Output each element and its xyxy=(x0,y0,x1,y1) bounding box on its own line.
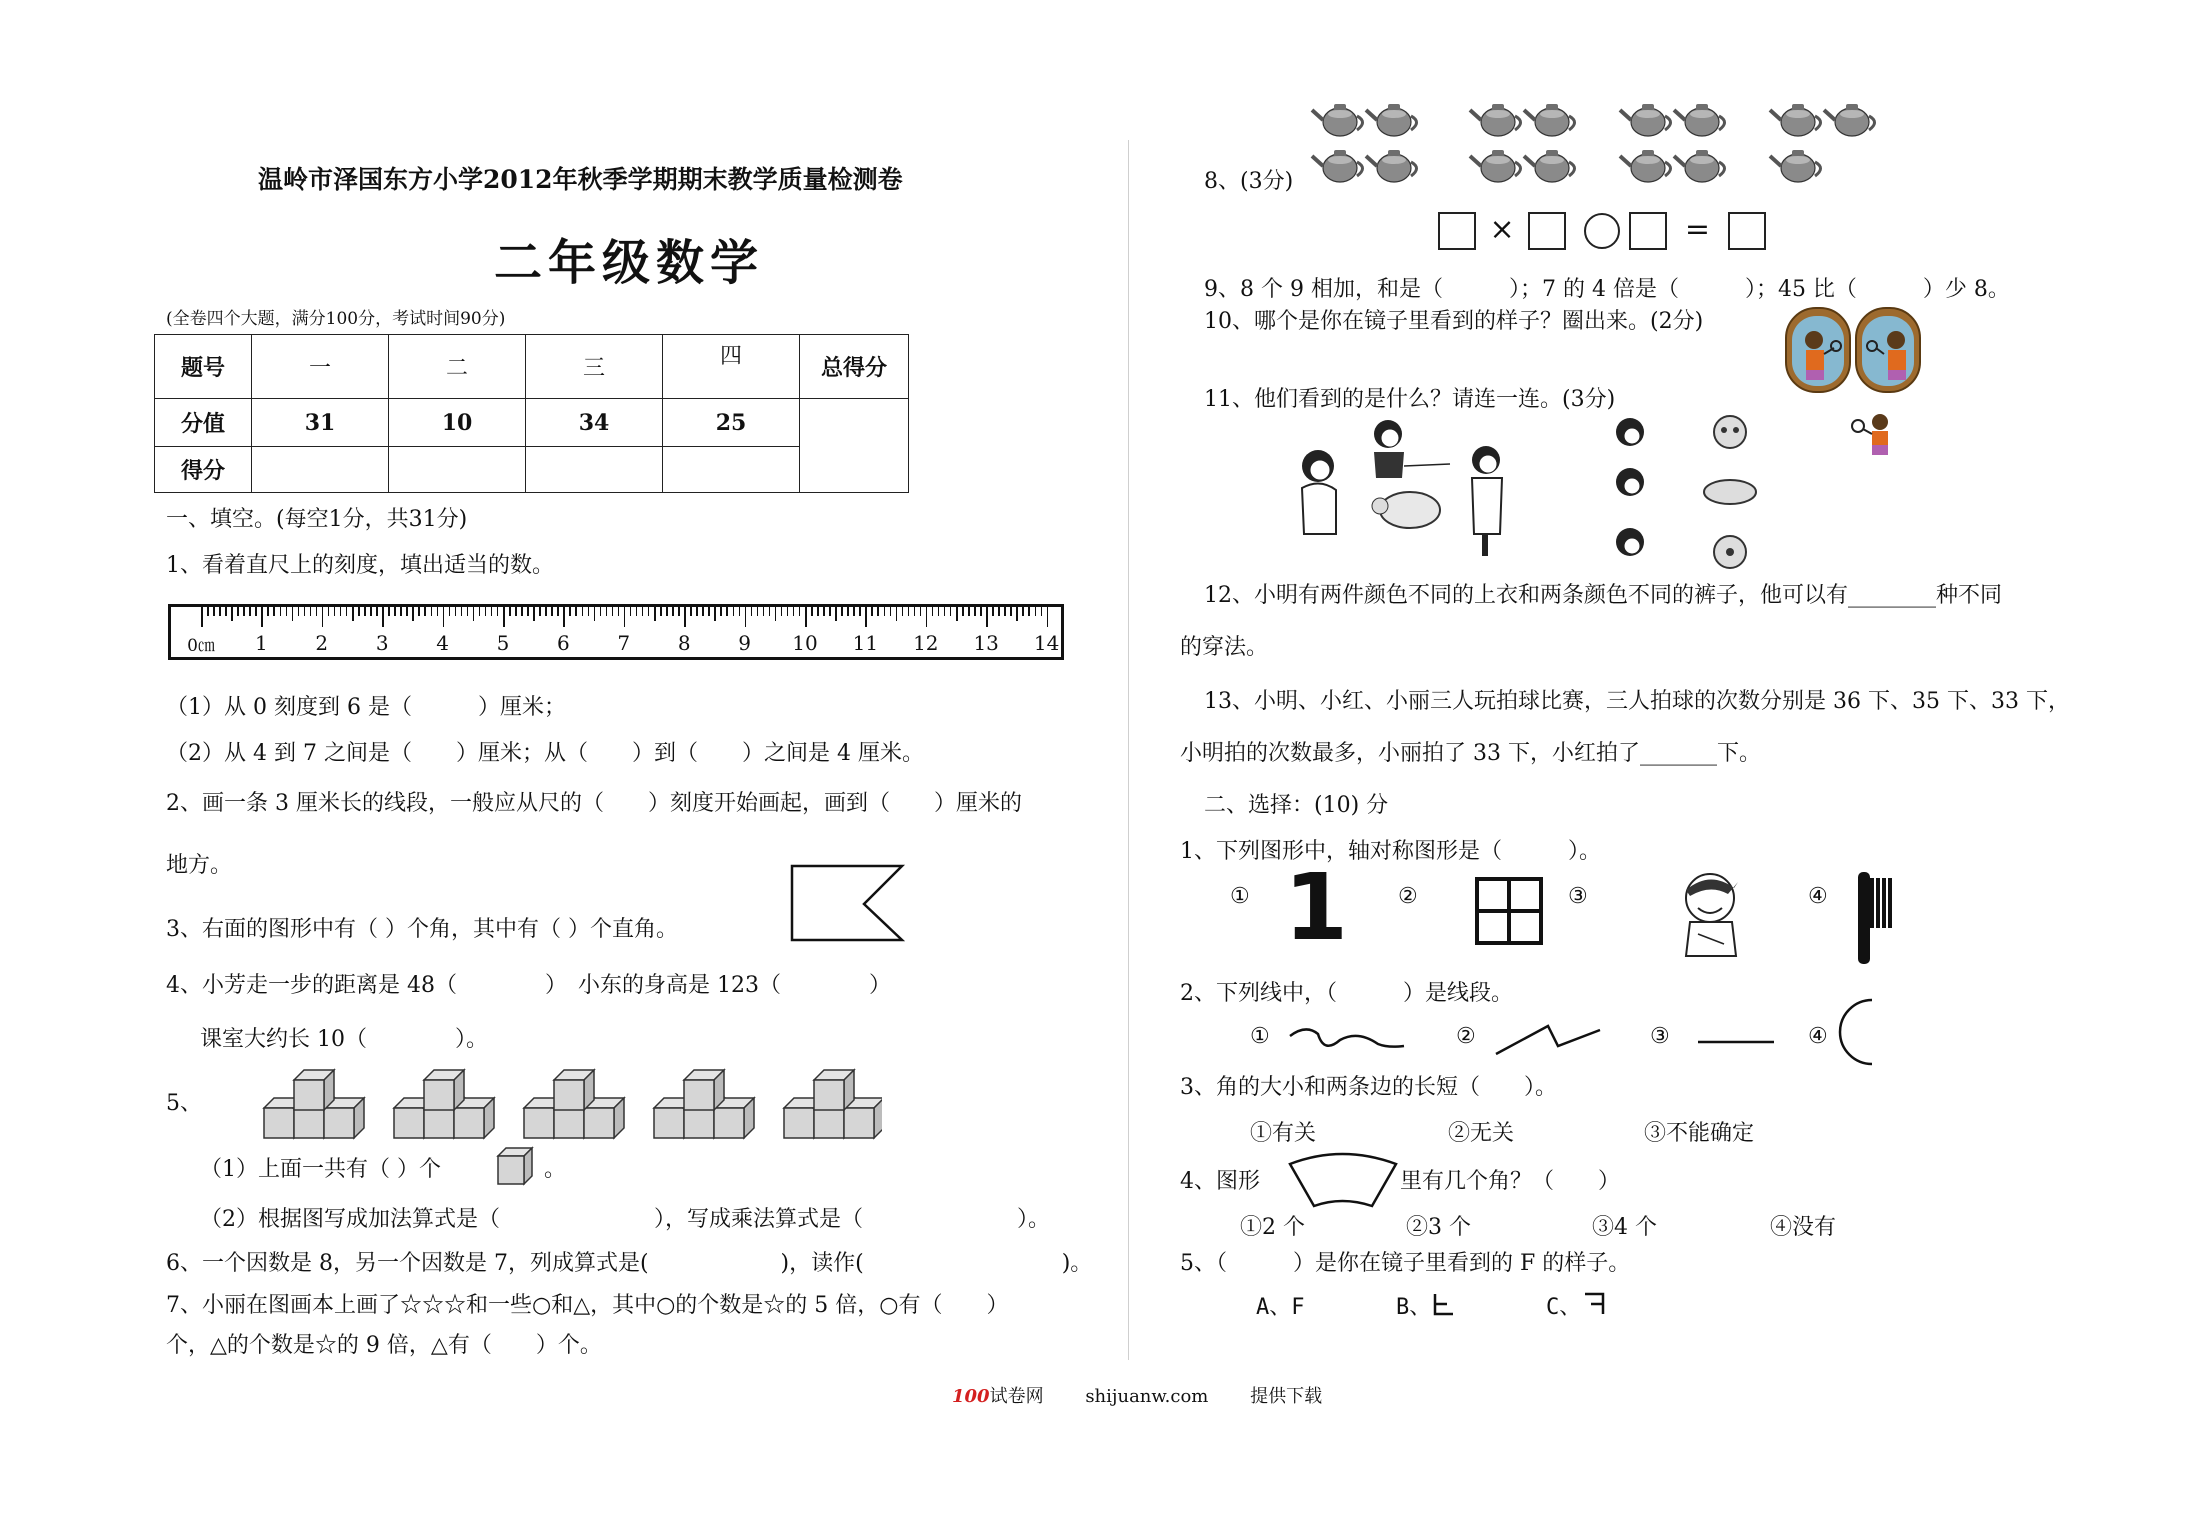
ruler-tick xyxy=(896,607,898,621)
pig-figure xyxy=(1372,492,1440,528)
blank-box[interactable] xyxy=(1728,212,1766,250)
choice-2-option-1[interactable]: ① xyxy=(1250,1024,1270,1049)
ruler-tick xyxy=(708,607,710,616)
ruler-tick xyxy=(642,607,644,616)
ruler-tick xyxy=(503,607,505,627)
ruler-tick xyxy=(292,607,294,621)
ruler-tick xyxy=(340,607,342,616)
ruler-tick xyxy=(1028,607,1030,616)
cube-stack xyxy=(654,1070,754,1138)
ruler-tick xyxy=(745,607,747,627)
ruler-tick xyxy=(575,607,577,616)
ruler-tick xyxy=(424,607,426,616)
ruler-tick xyxy=(582,607,584,616)
child-figure xyxy=(1374,420,1450,478)
ruler-tick xyxy=(787,607,789,616)
ruler-tick xyxy=(624,607,626,627)
question-4a: 4、小芳走一步的距离是 48（ ） 小东的身高是 123（ ） xyxy=(166,973,891,998)
ruler-tick xyxy=(841,607,843,616)
ruler-tick xyxy=(304,607,306,616)
f-flipped-vertical-icon xyxy=(1431,1292,1457,1318)
question-11: 11、他们看到的是什么？请连一连。(3分) xyxy=(1204,387,1616,412)
wavy-line-figure xyxy=(1288,1018,1408,1058)
ruler-tick xyxy=(1047,607,1049,627)
ruler-zero-label: 0㎝ xyxy=(187,636,215,656)
section-2-heading: 二、选择：(10) 分 xyxy=(1204,793,1389,818)
choice-2-option-2[interactable]: ② xyxy=(1456,1024,1476,1049)
ruler-tick xyxy=(853,607,855,616)
ruler-tick xyxy=(823,607,825,616)
ruler-tick xyxy=(811,607,813,616)
ruler-tick xyxy=(286,607,288,616)
ruler-tick xyxy=(962,607,964,616)
ruler-tick xyxy=(539,607,541,616)
ruler-number: 12 xyxy=(913,631,939,655)
footer xyxy=(952,1382,1322,1408)
zigzag-line-figure xyxy=(1494,1018,1604,1058)
ruler-tick xyxy=(467,607,469,616)
score-table-col-4: 四 xyxy=(663,335,800,399)
score-table-score-label: 得分 xyxy=(155,447,252,493)
ruler-tick xyxy=(213,607,215,616)
ruler-tick xyxy=(443,607,445,627)
subject-title: 二年级数学 xyxy=(494,235,765,291)
score-table-value-3: 34 xyxy=(526,399,663,447)
ruler-tick xyxy=(944,607,946,616)
ruler-tick xyxy=(726,607,728,616)
ruler-tick xyxy=(914,607,916,616)
ruler-tick xyxy=(781,607,783,616)
ruler-tick xyxy=(877,607,879,616)
ruler-tick xyxy=(884,607,886,616)
ruler-tick xyxy=(418,607,420,616)
ruler-number: 14 xyxy=(1033,631,1060,655)
ruler-tick xyxy=(370,607,372,616)
score-table-col-3: 三 xyxy=(526,335,663,399)
teapot-icon xyxy=(1524,150,1575,182)
ruler-tick xyxy=(563,607,565,627)
exam-note: (全卷四个大题，满分100分，考试时间90分) xyxy=(166,309,506,329)
choice-3: 3、角的大小和两条边的长短（ ）。 xyxy=(1180,1075,1557,1100)
ruler-tick xyxy=(648,607,650,616)
ruler-tick xyxy=(733,607,735,616)
comb-figure xyxy=(1854,870,1894,966)
ruler-tick xyxy=(908,607,910,616)
question-13b: 小明拍的次数最多，小丽拍了 33 下，小红拍了_______下。 xyxy=(1180,741,1761,766)
ruler-tick xyxy=(588,607,590,616)
question-1b: （2）从 4 到 7 之间是（ ）厘米；从（ ）到（ ）之间是 4 厘米。 xyxy=(166,741,924,766)
ruler-tick xyxy=(775,607,777,621)
ruler-tick xyxy=(527,607,529,616)
score-table-value-2: 10 xyxy=(389,399,526,447)
choice-5-option-c[interactable] xyxy=(1546,1290,1607,1321)
ruler-tick xyxy=(702,607,704,616)
fan-shape-figure xyxy=(1286,1150,1400,1212)
ruler-tick xyxy=(696,607,698,616)
teapot-icon xyxy=(1674,104,1725,136)
ruler-tick xyxy=(1004,607,1006,616)
ruler-tick xyxy=(594,607,596,621)
question-12a: 12、小明有两件颜色不同的上衣和两条颜色不同的裤子，他可以有________种不同 xyxy=(1204,583,2002,608)
teapot-icon xyxy=(1824,104,1875,136)
ruler-tick xyxy=(829,607,831,616)
ruler-tick xyxy=(298,607,300,616)
ruler-tick xyxy=(805,607,807,627)
ruler-number: 3 xyxy=(375,631,389,655)
pig-view xyxy=(1714,536,1746,568)
choice-3-option-1[interactable]: ①有关 xyxy=(1250,1121,1317,1146)
question-10: 10、哪个是你在镜子里看到的样子？圈出来。(2分) xyxy=(1204,309,1704,334)
score-table-value-label: 分值 xyxy=(155,399,252,447)
question-12b: 的穿法。 xyxy=(1180,635,1269,660)
ruler-tick xyxy=(1010,607,1012,616)
ruler-tick xyxy=(606,607,608,616)
ruler-tick xyxy=(267,607,269,616)
ruler-tick xyxy=(751,607,753,616)
ruler-tick xyxy=(243,607,245,616)
blank-box[interactable] xyxy=(1438,212,1476,250)
ruler-tick xyxy=(950,607,952,616)
teapot-groups-figure xyxy=(1310,96,1890,188)
ruler-tick xyxy=(431,607,433,616)
score-table-total-label: 总得分 xyxy=(800,335,909,399)
ruler-tick xyxy=(1022,607,1024,616)
small-cube-icon xyxy=(496,1146,536,1186)
ruler xyxy=(168,604,1064,660)
head-view xyxy=(1616,468,1644,496)
ruler-tick xyxy=(660,607,662,616)
choice-5-option-b-label: B、 xyxy=(1396,1295,1432,1320)
cube-stack xyxy=(264,1070,364,1138)
ruler-tick xyxy=(255,607,257,616)
choice-2-option-4[interactable]: ④ xyxy=(1808,1024,1828,1049)
ruler-tick xyxy=(600,607,602,616)
question-6: 6、一个因数是 8，另一个因数是 7，列成算式是( )，读作( )。 xyxy=(166,1251,1093,1276)
ruler-tick xyxy=(847,607,849,616)
question-5: 5、 xyxy=(166,1091,202,1116)
ruler-number: 7 xyxy=(617,631,631,655)
ruler-tick xyxy=(569,607,571,616)
ruler-tick xyxy=(515,607,517,616)
ruler-tick xyxy=(461,607,463,616)
ruler-tick xyxy=(1016,607,1018,621)
ruler-tick xyxy=(817,607,819,616)
choice-1-option-2[interactable]: ② xyxy=(1398,884,1418,909)
ruler-tick xyxy=(636,607,638,616)
ruler-tick xyxy=(926,607,928,627)
ruler-tick xyxy=(219,607,221,616)
footer-brand-number: 100 xyxy=(952,1386,990,1407)
section-1-heading: 一、填空。(每空1分，共31分) xyxy=(166,507,468,532)
ruler-tick xyxy=(1041,607,1043,616)
question-4b: 课室大约长 10（ ）。 xyxy=(200,1027,488,1052)
equals-sign: = xyxy=(1684,212,1711,247)
ruler-tick xyxy=(201,607,203,627)
footer-note: 提供下载 xyxy=(1250,1386,1323,1407)
ruler-number: 11 xyxy=(852,631,879,655)
ruler-tick xyxy=(231,607,233,621)
ruler-tick xyxy=(334,607,336,616)
ruler-tick xyxy=(473,607,475,621)
score-cell xyxy=(526,447,663,493)
ruler-tick xyxy=(986,607,988,627)
boy-with-magnifier-figure xyxy=(1850,410,1900,460)
score-table-col-1: 一 xyxy=(252,335,389,399)
question-7b: 个，△的个数是☆的 9 倍，△有（ ）个。 xyxy=(166,1333,602,1358)
ruler-tick xyxy=(346,607,348,616)
score-cell xyxy=(663,447,800,493)
ruler-tick xyxy=(612,607,614,616)
score-table-value-1: 31 xyxy=(252,399,389,447)
choice-2: 2、下列线中，（ ）是线段。 xyxy=(1180,981,1513,1006)
teapot-icon xyxy=(1674,150,1725,182)
ruler-number: 6 xyxy=(557,631,570,655)
ruler-tick xyxy=(328,607,330,616)
choice-1-option-1[interactable]: ① xyxy=(1230,884,1250,909)
ruler-tick xyxy=(249,607,251,616)
question-8: 8、(3分) xyxy=(1204,169,1294,194)
ruler-number: 10 xyxy=(792,631,818,655)
ruler-tick xyxy=(714,607,716,621)
window-grid-figure xyxy=(1474,876,1544,946)
score-table-total-cell xyxy=(800,399,909,493)
viewers-and-views-figure xyxy=(1290,414,1770,574)
mirror-choice-figures xyxy=(1784,302,1924,396)
question-5a: （1）上面一共有（ ）个 xyxy=(200,1157,441,1182)
ruler-tick xyxy=(865,607,867,627)
digit-one-figure: 1 xyxy=(1284,854,1349,961)
ruler-tick xyxy=(678,607,680,616)
ruler-tick xyxy=(207,607,209,616)
ruler-tick xyxy=(618,607,620,616)
mirror-option-right[interactable] xyxy=(1856,308,1920,392)
ruler-tick xyxy=(225,607,227,616)
ruler-tick xyxy=(455,607,457,616)
choice-5-option-c-label: C、 xyxy=(1546,1295,1582,1320)
choice-4-suffix: 里有几个角？（ ） xyxy=(1400,1169,1621,1194)
ruler-tick xyxy=(739,607,741,616)
ruler-tick xyxy=(1035,607,1037,616)
ruler-tick xyxy=(382,607,384,627)
choice-1-option-4[interactable]: ④ xyxy=(1808,884,1828,909)
question-1a: （1）从 0 刻度到 6 是（ ）厘米； xyxy=(166,695,566,720)
teapot-icon xyxy=(1620,104,1671,136)
question-3: 3、右面的图形中有（ ）个角，其中有（ ）个直角。 xyxy=(166,917,678,942)
ruler-tick xyxy=(509,607,511,616)
ruler-tick xyxy=(690,607,692,616)
ruler-tick xyxy=(557,607,559,616)
ruler-tick xyxy=(533,607,535,621)
ruler-tick xyxy=(799,607,801,616)
blank-box[interactable] xyxy=(1629,212,1667,250)
teapot-icon xyxy=(1524,104,1575,136)
choice-3-option-3[interactable]: ③不能确定 xyxy=(1644,1121,1755,1146)
multiplication-equation-blanks xyxy=(1438,212,1766,250)
choice-4-option-4[interactable]: ④没有 xyxy=(1770,1215,1837,1240)
ruler-number: 13 xyxy=(973,631,999,655)
ruler-tick xyxy=(654,607,656,621)
ruler-tick xyxy=(968,607,970,616)
cube-stack xyxy=(784,1070,882,1138)
ruler-number: 2 xyxy=(315,631,329,655)
ruler-tick xyxy=(273,607,275,616)
ruler-tick xyxy=(956,607,958,621)
teapot-icon xyxy=(1366,150,1417,182)
ruler-tick xyxy=(769,607,771,616)
choice-5-option-b[interactable] xyxy=(1396,1290,1457,1321)
ruler-number: 4 xyxy=(436,631,449,655)
ruler-number: 9 xyxy=(738,631,751,655)
question-9: 9、8 个 9 相加，和是（ ）；7 的 4 倍是（ ）；45 比（ ）少 8。 xyxy=(1204,277,2010,302)
straight-segment-figure xyxy=(1696,1026,1776,1046)
question-5a-end: 。 xyxy=(544,1157,567,1182)
times-sign: × xyxy=(1489,212,1515,247)
ruler-number: 1 xyxy=(255,631,268,655)
ruler-tick xyxy=(394,607,396,616)
teapot-icon xyxy=(1312,104,1363,136)
cube-stack xyxy=(524,1070,624,1138)
ruler-tick xyxy=(521,607,523,616)
cube-stack-figures xyxy=(262,1068,882,1140)
child-figure xyxy=(1472,446,1502,556)
blank-box[interactable] xyxy=(1528,212,1566,250)
teapot-icon xyxy=(1620,150,1671,182)
ruler-number: 8 xyxy=(677,631,691,655)
footer-site[interactable]: shijuanw.com xyxy=(1085,1386,1209,1407)
choice-5-option-a[interactable]: A、F xyxy=(1256,1295,1305,1320)
pirate-child-figure xyxy=(1668,864,1758,964)
ruler-tick xyxy=(352,607,354,621)
ruler-tick xyxy=(859,607,861,616)
ruler-tick xyxy=(871,607,873,616)
ruler-tick xyxy=(316,607,318,616)
blank-circle[interactable] xyxy=(1584,213,1620,249)
ruler-tick xyxy=(684,607,686,627)
head-view xyxy=(1616,418,1644,446)
teapot-icon xyxy=(1312,150,1363,182)
score-table xyxy=(154,334,909,493)
ruler-tick xyxy=(920,607,922,616)
ruler-tick xyxy=(545,607,547,616)
ruler-tick xyxy=(672,607,674,616)
choice-2-option-3[interactable]: ③ xyxy=(1650,1024,1670,1049)
ruler-tick xyxy=(485,607,487,616)
ruler-tick xyxy=(261,607,263,627)
ruler-tick xyxy=(835,607,837,621)
ruler-tick xyxy=(437,607,439,616)
school-title: 温岭市泽国东方小学2012年秋季学期期末教学质量检测卷 xyxy=(258,165,903,194)
ruler-tick xyxy=(666,607,668,616)
child-figure xyxy=(1302,450,1336,534)
cube-stack xyxy=(394,1070,494,1138)
ruler-tick xyxy=(358,607,360,616)
score-cell xyxy=(252,447,389,493)
ruler-tick xyxy=(720,607,722,616)
ruler-tick xyxy=(406,607,408,616)
ruler-tick xyxy=(412,607,414,621)
ruler-tick xyxy=(497,607,499,616)
ruler-tick xyxy=(400,607,402,616)
ruler-tick xyxy=(938,607,940,616)
ruler-tick xyxy=(630,607,632,616)
mirror-option-left[interactable] xyxy=(1786,308,1850,392)
ruler-tick xyxy=(479,607,481,616)
score-table-col-2: 二 xyxy=(389,335,526,399)
choice-4-option-3[interactable]: ③4 个 xyxy=(1592,1215,1657,1240)
flag-shape-figure xyxy=(788,862,908,944)
ruler-tick xyxy=(310,607,312,616)
choice-5: 5、（ ）是你在镜子里看到的 F 的样子。 xyxy=(1180,1251,1631,1276)
ruler-tick xyxy=(551,607,553,616)
arc-line-figure xyxy=(1838,996,1874,1068)
column-divider xyxy=(1128,140,1129,1360)
teapot-icon xyxy=(1470,104,1521,136)
score-table-value-4: 25 xyxy=(663,399,800,447)
pig-view xyxy=(1704,480,1756,504)
ruler-tick xyxy=(890,607,892,616)
ruler-tick xyxy=(974,607,976,616)
question-5b: （2）根据图写成加法算式是（ ），写成乘法算式是（ ）。 xyxy=(200,1207,1051,1232)
ruler-tick xyxy=(280,607,282,616)
teapot-icon xyxy=(1770,104,1821,136)
pig-view xyxy=(1714,416,1746,448)
choice-3-option-2[interactable]: ②无关 xyxy=(1448,1121,1515,1146)
ruler-tick xyxy=(793,607,795,616)
ruler-tick xyxy=(364,607,366,616)
ruler-tick xyxy=(757,607,759,616)
ruler-tick xyxy=(491,607,493,616)
question-13a: 13、小明、小红、小丽三人玩拍球比赛，三人拍球的次数分别是 36 下、35 下、33 下， xyxy=(1204,689,2070,714)
question-1: 1、看着直尺上的刻度，填出适当的数。 xyxy=(166,553,554,578)
choice-1: 1、下列图形中，轴对称图形是（ ）。 xyxy=(1180,839,1601,864)
head-view xyxy=(1616,528,1644,556)
question-2b: 地方。 xyxy=(166,853,233,878)
ruler-tick xyxy=(992,607,994,616)
choice-4-option-2[interactable]: ②3 个 xyxy=(1406,1215,1471,1240)
teapot-icon xyxy=(1366,104,1417,136)
ruler-number: 5 xyxy=(496,631,510,655)
ruler-tick xyxy=(998,607,1000,616)
ruler-tick xyxy=(980,607,982,616)
ruler-tick xyxy=(376,607,378,616)
choice-1-option-3[interactable]: ③ xyxy=(1568,884,1588,909)
ruler-tick xyxy=(763,607,765,616)
score-cell xyxy=(389,447,526,493)
ruler-tick xyxy=(322,607,324,627)
score-table-col-label: 题号 xyxy=(155,335,252,399)
f-mirrored-icon xyxy=(1581,1292,1607,1318)
teapot-icon xyxy=(1470,150,1521,182)
choice-4-option-1[interactable]: ①2 个 xyxy=(1240,1215,1305,1240)
footer-brand: 试卷网 xyxy=(989,1386,1044,1407)
ruler-tick xyxy=(388,607,390,616)
ruler-tick xyxy=(902,607,904,616)
choice-4-prefix: 4、图形 xyxy=(1180,1169,1260,1194)
question-7a: 7、小丽在图画本上画了☆☆☆和一些○和△，其中○的个数是☆的 5 倍，○有（ ） xyxy=(166,1293,1009,1318)
question-2a: 2、画一条 3 厘米长的线段，一般应从尺的（ ）刻度开始画起，画到（ ）厘米的 xyxy=(166,791,1022,816)
ruler-tick xyxy=(932,607,934,616)
ruler-tick xyxy=(449,607,451,616)
teapot-icon xyxy=(1770,150,1821,182)
ruler-tick xyxy=(237,607,239,616)
